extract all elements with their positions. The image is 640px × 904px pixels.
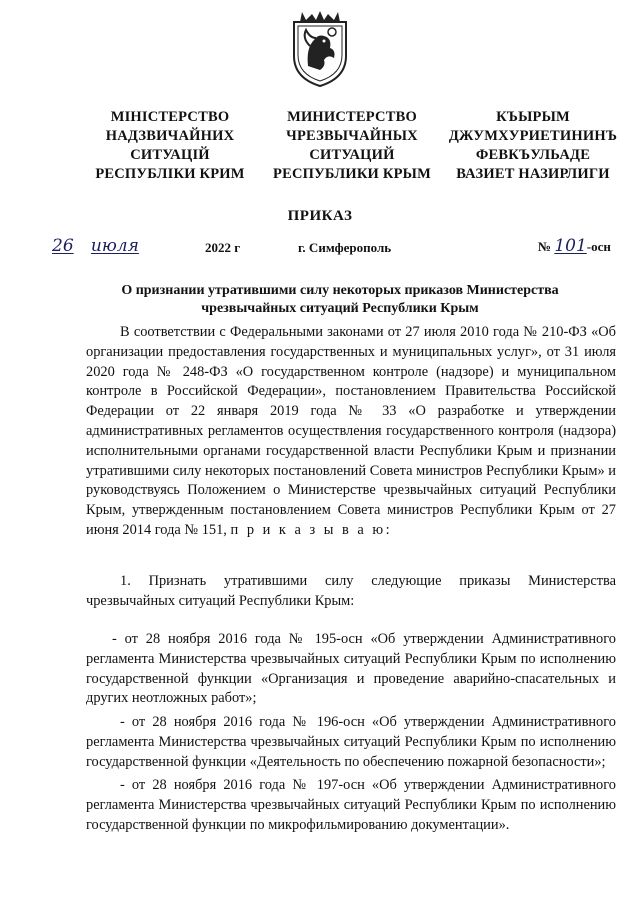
list-item: - от 28 ноября 2016 года № 196-осн «Об утверждении Административного регламента Министерства чрезвычайных ситуаций Республики Крым по исполнению государственной функции «Деятельность по обеспечению пожарной безопасности»; xyxy=(86,714,616,770)
handwritten-month: июля xyxy=(90,236,139,256)
header-line: НАДЗВИЧАЙНИХ xyxy=(105,128,235,144)
header-line: РЕСПУБЛІКИ КРИМ xyxy=(95,166,245,182)
date-year: 2022 г xyxy=(205,240,241,255)
date-day-month xyxy=(52,236,139,256)
header-line: МІНІСТЕРСТВО xyxy=(110,109,230,125)
header-line: СИТУАЦІЙ xyxy=(130,147,210,163)
crimea-coat-of-arms-icon xyxy=(288,8,352,88)
header-russian xyxy=(262,108,442,184)
header-line: ФЕВКЪУЛЬАДЕ xyxy=(475,147,591,163)
header-ukrainian xyxy=(80,108,260,184)
header-line: КЪЫРЫМ xyxy=(496,109,570,125)
handwritten-day: 26 xyxy=(52,236,74,256)
header-line: ВАЗИЕТ НАЗИРЛИГИ xyxy=(456,166,610,182)
header-line: ЧРЕЗВЫЧАЙНЫХ xyxy=(286,128,418,144)
header-line: СИТУАЦИЙ xyxy=(309,147,395,163)
handwritten-number: 101 xyxy=(554,236,587,256)
preamble-paragraph xyxy=(86,323,616,541)
point-1: 1. Признать утратившими силу следующие приказы Министерства чрезвычайных ситуаций Республики Крым: xyxy=(86,573,616,609)
document-type: ПРИКАЗ xyxy=(287,208,353,224)
header-line: ДЖУМХУРИЕТИНИНЪ xyxy=(448,128,618,144)
header-crimean-tatar xyxy=(438,108,628,184)
number-suffix: -осн xyxy=(586,239,611,254)
city: г. Симферополь xyxy=(298,240,392,255)
order-subject: О признании утратившими силу некоторых приказов Министерства чрезвычайных ситуаций Республики Крым xyxy=(121,283,559,316)
header-line: РЕСПУБЛИКИ КРЫМ xyxy=(273,166,431,182)
order-word: п р и к а з ы в а ю: xyxy=(230,521,393,538)
order-number xyxy=(538,236,611,256)
header-line: МИНИСТЕРСТВО xyxy=(287,109,417,125)
number-prefix: № xyxy=(538,239,552,254)
list-item: - от 28 ноября 2016 года № 197-осн «Об утверждении Административного регламента Министерства чрезвычайных ситуаций Республики Крым по исполнению государственной функции по микрофильмированию документации». xyxy=(86,777,616,833)
list-item: - от 28 ноября 2016 года № 195-осн «Об утверждении Административного регламента Министерства чрезвычайных ситуаций Республики Крым по исполнению государственной функции «Организация и проведение аварийно-спасательных и других неотложных работ»; xyxy=(86,631,616,707)
preamble-text: В соответствии с Федеральными законами от 27 июля 2010 года № 210-ФЗ «Об организации предоставления государственных и муниципальных услуг», от 31 июля 2020 года № 248-ФЗ «О государственном контроле (надзоре) и муниципальном контроле в Российской Федерации», постановлением Правительства Российской Федерации от 22 января 2019 года № 33 «О разработке и утверждении административных регламентов осуществления государственного контроля (надзора) исполнительными органами государственной власти Республики Крым и признании утратившими силу некоторых постановлений Совета министров Республики Крым» и руководствуясь Положением о Министерстве чрезвычайных ситуаций Республики Крым, утвержденным постановлением Совета министров Республики Крым от 27 июня 2014 года № 151, xyxy=(86,324,616,538)
